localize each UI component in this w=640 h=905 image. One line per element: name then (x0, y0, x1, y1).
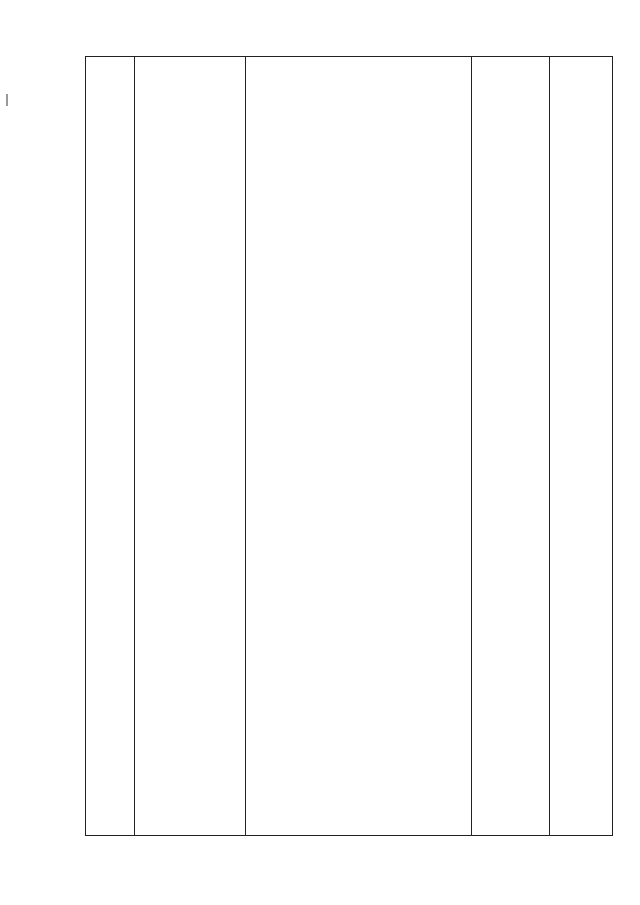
column-divider (245, 57, 246, 835)
margin-mark (6, 94, 8, 106)
column-divider (549, 57, 550, 835)
document-table (85, 56, 613, 836)
column-divider (134, 57, 135, 835)
column-divider (471, 57, 472, 835)
